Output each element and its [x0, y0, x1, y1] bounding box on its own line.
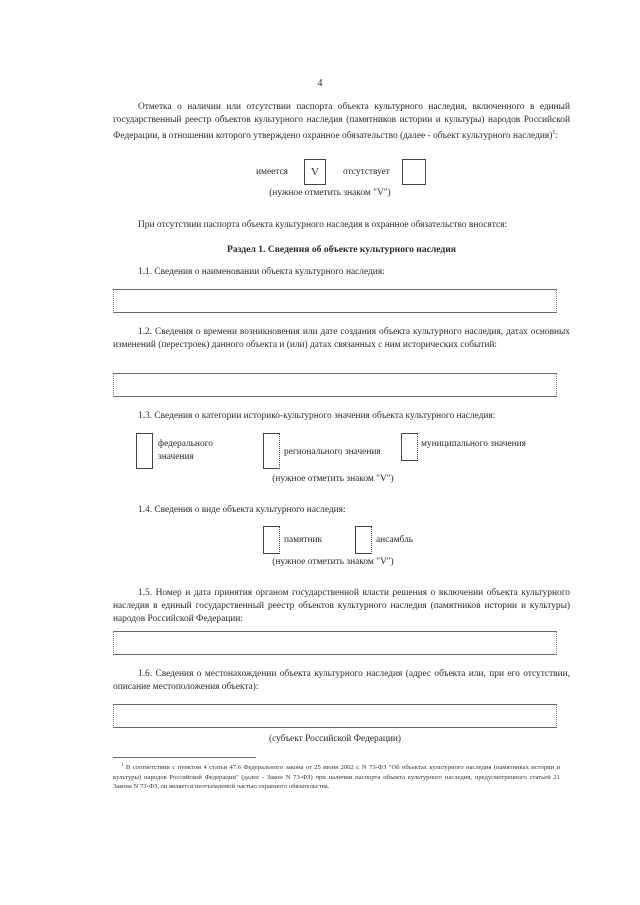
footnote — [113, 761, 560, 792]
footnote-separator — [113, 757, 256, 758]
location-field[interactable] — [113, 704, 557, 728]
category-federal-label: федерального значения — [158, 439, 213, 462]
absence-note: При отсутствии паспорта объекта культурного наследия в охранное обязательство вносятся: — [138, 220, 508, 230]
item-1-4: 1.4. Сведения о виде объекта культурного наследия: — [138, 505, 346, 515]
kind-ensemble-checkbox[interactable] — [355, 526, 372, 554]
category-regional-checkbox[interactable] — [263, 433, 280, 469]
kind-monument-label: памятник — [284, 535, 323, 545]
intro-text: Отметка о наличии или отсутствии паспорта объекта культурного наследия, включенного в единый государственный реестр объектов культурного наследия (памятников истории и культуры) народов Российской Федерации, в отношении которого утверждено охранное обязательство (далее - объект культурного наследия) — [113, 102, 570, 142]
passport-present-mark: V — [311, 166, 319, 178]
footnote-text: В соответствии с пунктом 4 статьи 47.6 Федерального закона от 25 июня 2002 г. N 73-ФЗ "Об объектах культурного наследия (памятниках истории и культуры) народов Российской Федерации" (далее - Закон N 73-ФЗ) при наличии паспорта объекта культурного наследия, предусмотренного статьей 21 Закона N 73-ФЗ, он является неотъемлемой частью охранного обязательства. — [113, 764, 560, 791]
passport-present-label: имеется — [256, 167, 288, 177]
dates-field[interactable] — [113, 373, 557, 397]
item-1-3: 1.3. Сведения о категории историко-культурного значения объекта культурного наследия: — [138, 411, 496, 421]
passport-absent-checkbox[interactable] — [402, 159, 426, 185]
kind-hint: (нужное отметить знаком "V") — [272, 557, 394, 567]
category-municipal-label: муниципального значения — [421, 439, 526, 449]
section-title: Раздел 1. Сведения об объекте культурного наследия — [227, 244, 456, 255]
passport-absent-label: отсутствует — [343, 167, 390, 177]
item-1-6: 1.6. Сведения о местонахождении объекта культурного наследия (адрес объекта или, при его отсутствии, описание местоположения объекта): — [113, 669, 570, 692]
passport-hint: (нужное отметить знаком "V") — [269, 188, 391, 198]
category-regional-label: регионального значения — [284, 447, 381, 457]
kind-monument-checkbox[interactable] — [263, 526, 280, 554]
kind-ensemble-label: ансамбль — [376, 535, 414, 545]
category-municipal-checkbox[interactable] — [401, 433, 418, 461]
intro-paragraph — [113, 101, 570, 143]
subject-caption: (субъект Российской Федерации) — [268, 734, 402, 744]
page-number: 4 — [317, 78, 323, 89]
passport-present-checkbox[interactable] — [304, 159, 326, 185]
item-1-5: 1.5. Номер и дата принятия органом государственной власти решения о включении объекта культурного наследия в единый государственный реестр объектов культурного наследия (памятников истории и культуры) народов Российской Федерации: — [113, 588, 570, 624]
intro-footnote-colon: : — [555, 131, 558, 142]
item-1-2: 1.2. Сведения о времени возникновения или дате создания объекта культурного наследия, датах основных изменений (перестроек) данного объекта и (или) датах связанных с ним исторических событий: — [113, 327, 570, 350]
category-hint: (нужное отметить знаком "V") — [272, 474, 394, 484]
name-field[interactable] — [113, 289, 557, 313]
registry-decision-field[interactable] — [113, 631, 557, 655]
category-federal-checkbox[interactable] — [136, 433, 153, 469]
item-1-1: 1.1. Сведения о наименовании объекта культурного наследия: — [138, 267, 385, 277]
footnote-mark: 1 — [121, 763, 124, 768]
intro-footnote-mark: 1 — [552, 130, 556, 136]
